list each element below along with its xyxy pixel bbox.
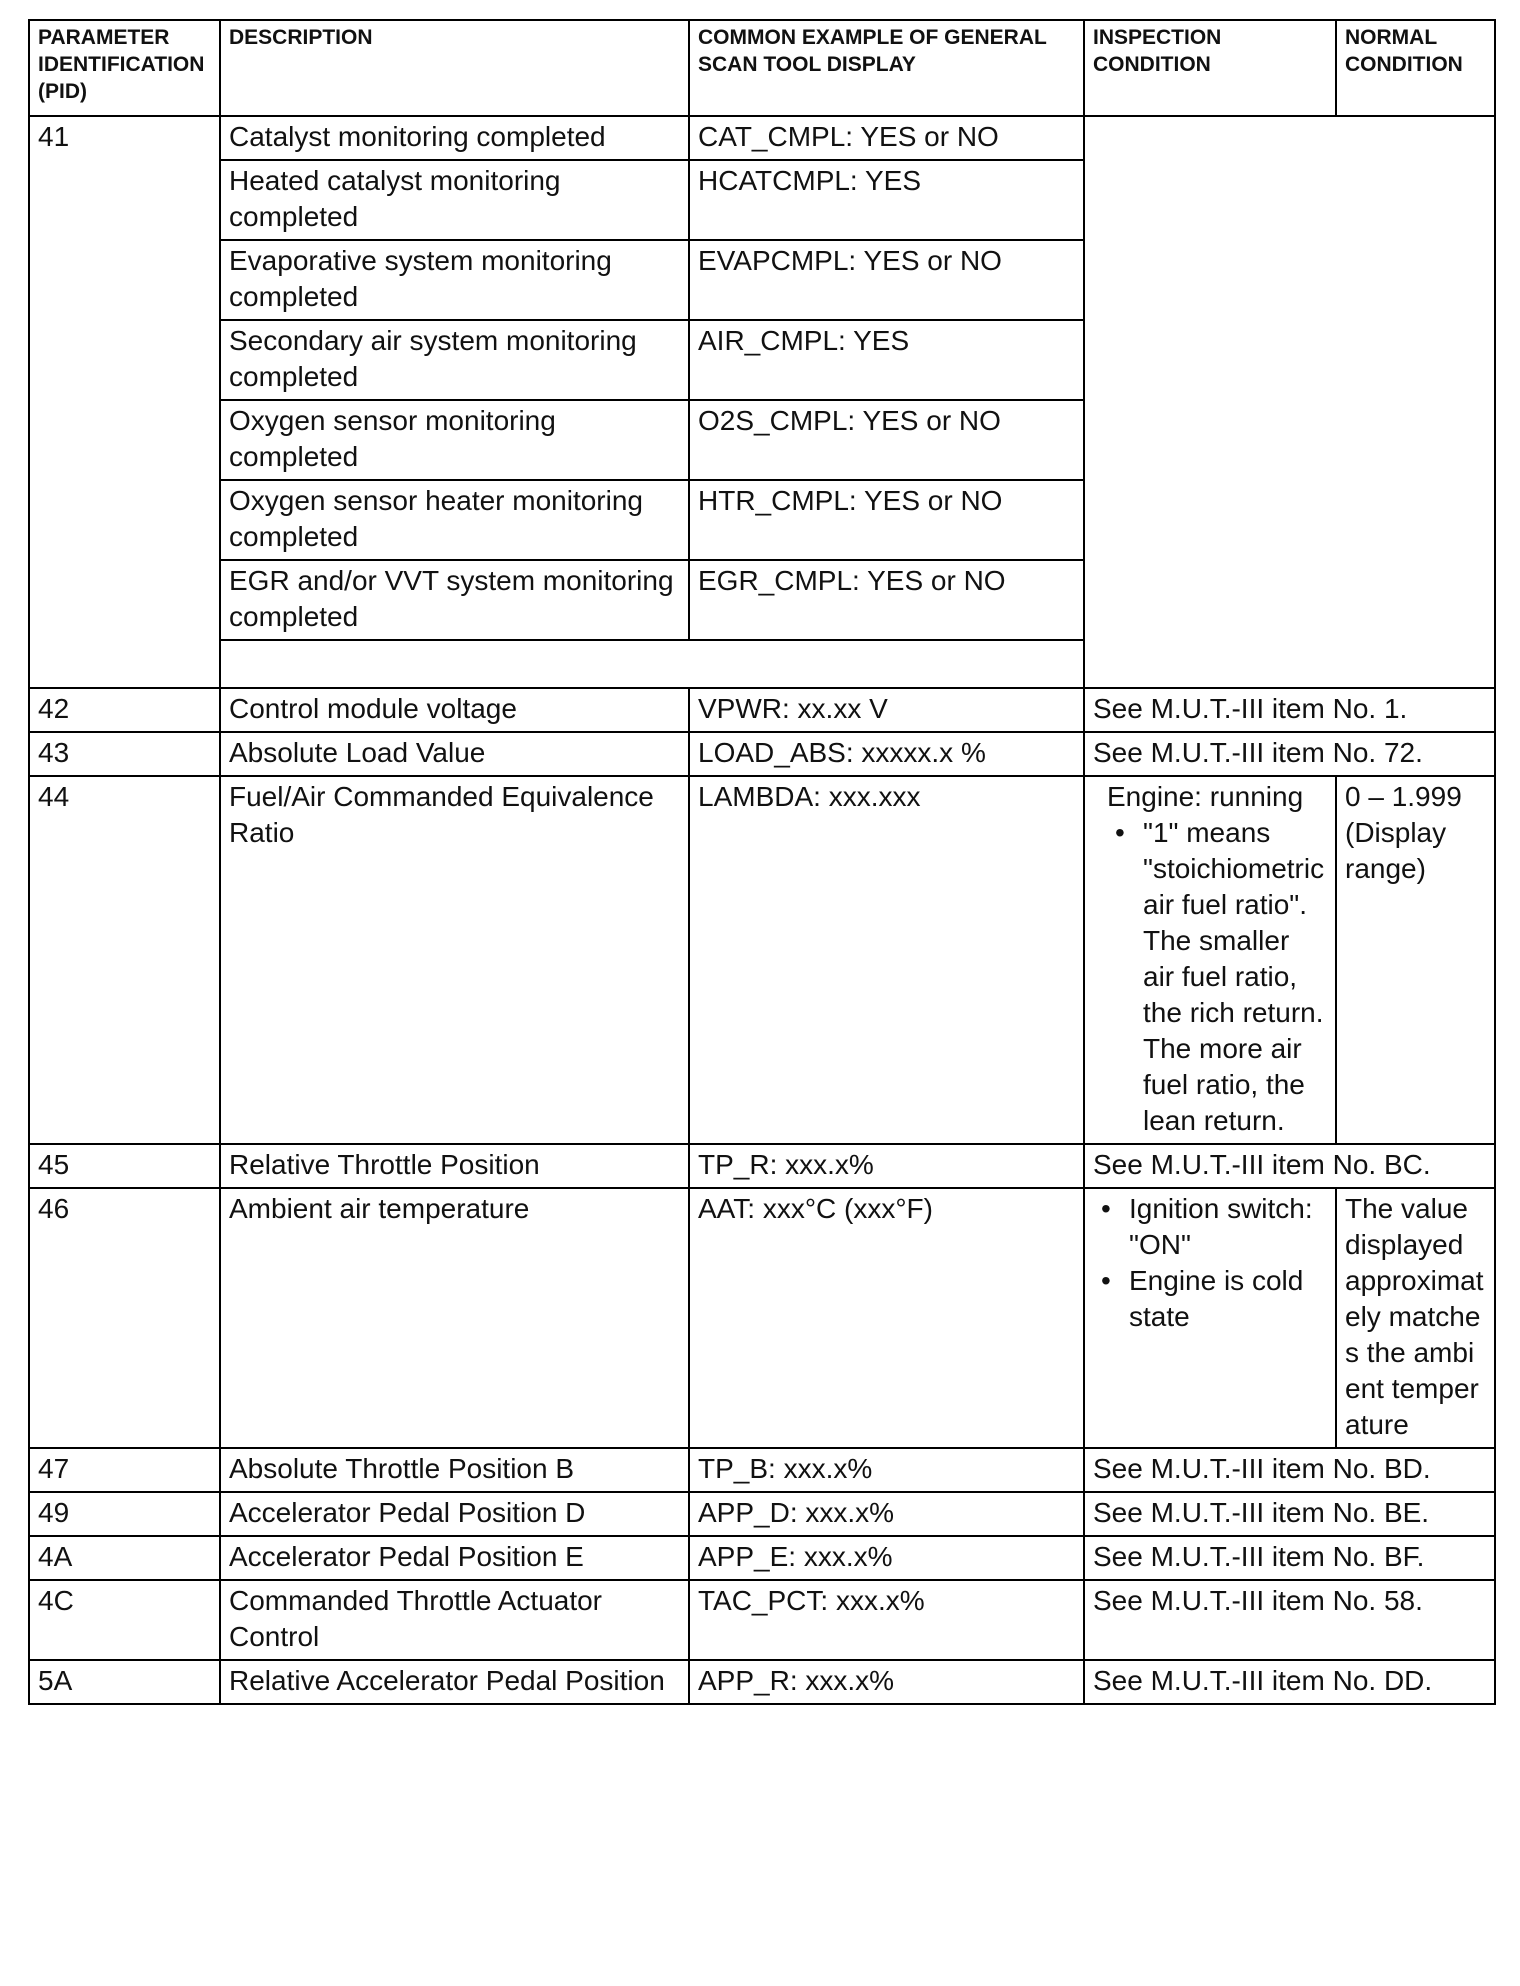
display-cell: LOAD_ABS: xxxxx.x % (689, 732, 1084, 776)
display-cell: CAT_CMPL: YES or NO (689, 116, 1084, 160)
pid-cell: 46 (29, 1188, 220, 1448)
display-cell: TAC_PCT: xxx.x% (689, 1580, 1084, 1660)
pid-cell: 5A (29, 1660, 220, 1704)
display-cell: APP_R: xxx.x% (689, 1660, 1084, 1704)
inspection-list (1093, 815, 1327, 1139)
pid-cell: 49 (29, 1492, 220, 1536)
display-cell: TP_R: xxx.x% (689, 1144, 1084, 1188)
table-row (29, 1448, 1495, 1492)
table-row (29, 116, 1495, 160)
description-cell: EGR and/or VVT system monitoring completed (220, 560, 689, 640)
description-cell: Control module voltage (220, 688, 689, 732)
pid-cell: 4C (29, 1580, 220, 1660)
pid-table (28, 19, 1496, 1705)
inspection-list (1093, 1191, 1327, 1335)
inspection-cell (1084, 116, 1495, 688)
display-cell: APP_E: xxx.x% (689, 1536, 1084, 1580)
description-cell: Accelerator Pedal Position D (220, 1492, 689, 1536)
description-cell: Catalyst monitoring completed (220, 116, 689, 160)
table-row (29, 1580, 1495, 1660)
pid-cell: 47 (29, 1448, 220, 1492)
pid-cell: 44 (29, 776, 220, 1144)
display-cell: LAMBDA: xxx.xxx (689, 776, 1084, 1144)
display-cell: HTR_CMPL: YES or NO (689, 480, 1084, 560)
display-cell: HCATCMPL: YES (689, 160, 1084, 240)
table-row (29, 1492, 1495, 1536)
inspection-cell: See M.U.T.-III item No. BE. (1084, 1492, 1495, 1536)
pid-cell: 42 (29, 688, 220, 732)
description-cell: Absolute Load Value (220, 732, 689, 776)
empty-cell (220, 640, 1084, 688)
description-cell: Relative Throttle Position (220, 1144, 689, 1188)
inspection-cell: See M.U.T.-III item No. BF. (1084, 1536, 1495, 1580)
description-cell: Ambient air temperature (220, 1188, 689, 1448)
header-inspection: INSPECTION CONDITION (1084, 20, 1336, 116)
display-cell: TP_B: xxx.x% (689, 1448, 1084, 1492)
pid-cell: 41 (29, 116, 220, 688)
inspection-title: Engine: running (1107, 781, 1304, 812)
description-cell: Absolute Throttle Position B (220, 1448, 689, 1492)
display-cell: AIR_CMPL: YES (689, 320, 1084, 400)
table-row (29, 1188, 1495, 1448)
table-row (29, 732, 1495, 776)
description-cell: Accelerator Pedal Position E (220, 1536, 689, 1580)
header-normal: NORMAL CONDITION (1336, 20, 1495, 116)
display-cell: AAT: xxx°C (xxx°F) (689, 1188, 1084, 1448)
inspection-cell: See M.U.T.-III item No. 58. (1084, 1580, 1495, 1660)
description-cell: Evaporative system monitoring completed (220, 240, 689, 320)
display-cell: EGR_CMPL: YES or NO (689, 560, 1084, 640)
display-cell: VPWR: xx.xx V (689, 688, 1084, 732)
inspection-cell: See M.U.T.-III item No. BC. (1084, 1144, 1495, 1188)
table-row (29, 776, 1495, 1144)
description-cell: Heated catalyst monitoring completed (220, 160, 689, 240)
pid-cell: 45 (29, 1144, 220, 1188)
inspection-cell: See M.U.T.-III item No. 72. (1084, 732, 1495, 776)
inspection-bullet: • Engine is cold state (1093, 1263, 1327, 1335)
display-cell: APP_D: xxx.x% (689, 1492, 1084, 1536)
description-cell: Commanded Throttle Actuator Control (220, 1580, 689, 1660)
description-cell: Oxygen sensor heater monitoring completed (220, 480, 689, 560)
header-description: DESCRIPTION (220, 20, 689, 116)
display-cell: EVAPCMPL: YES or NO (689, 240, 1084, 320)
normal-cell: The value displayed approximately matches the ambient temperature (1336, 1188, 1495, 1448)
inspection-bullet: • Ignition switch: "ON" (1093, 1191, 1327, 1263)
table-row (29, 688, 1495, 732)
header-row (29, 20, 1495, 116)
table-row (29, 1660, 1495, 1704)
header-pid: PARAMETER IDENTIFICATION (PID) (29, 20, 220, 116)
description-cell: Oxygen sensor monitoring completed (220, 400, 689, 480)
table-row (29, 1536, 1495, 1580)
inspection-cell (1084, 1188, 1336, 1448)
description-cell: Relative Accelerator Pedal Position (220, 1660, 689, 1704)
inspection-cell: See M.U.T.-III item No. 1. (1084, 688, 1495, 732)
inspection-cell: See M.U.T.-III item No. DD. (1084, 1660, 1495, 1704)
header-display: COMMON EXAMPLE OF GENERAL SCAN TOOL DISPLAY (689, 20, 1084, 116)
description-cell: Fuel/Air Commanded Equivalence Ratio (220, 776, 689, 1144)
table-row (29, 1144, 1495, 1188)
normal-cell: 0 – 1.999 (Display range) (1336, 776, 1495, 1144)
inspection-cell (1084, 776, 1336, 1144)
pid-cell: 43 (29, 732, 220, 776)
display-cell: O2S_CMPL: YES or NO (689, 400, 1084, 480)
inspection-bullet: • "1" means "stoichiometric air fuel ratio". The smaller air fuel ratio, the rich return. The more air fuel ratio, the lean return. (1107, 815, 1327, 1139)
description-cell: Secondary air system monitoring completed (220, 320, 689, 400)
pid-cell: 4A (29, 1536, 220, 1580)
inspection-cell: See M.U.T.-III item No. BD. (1084, 1448, 1495, 1492)
